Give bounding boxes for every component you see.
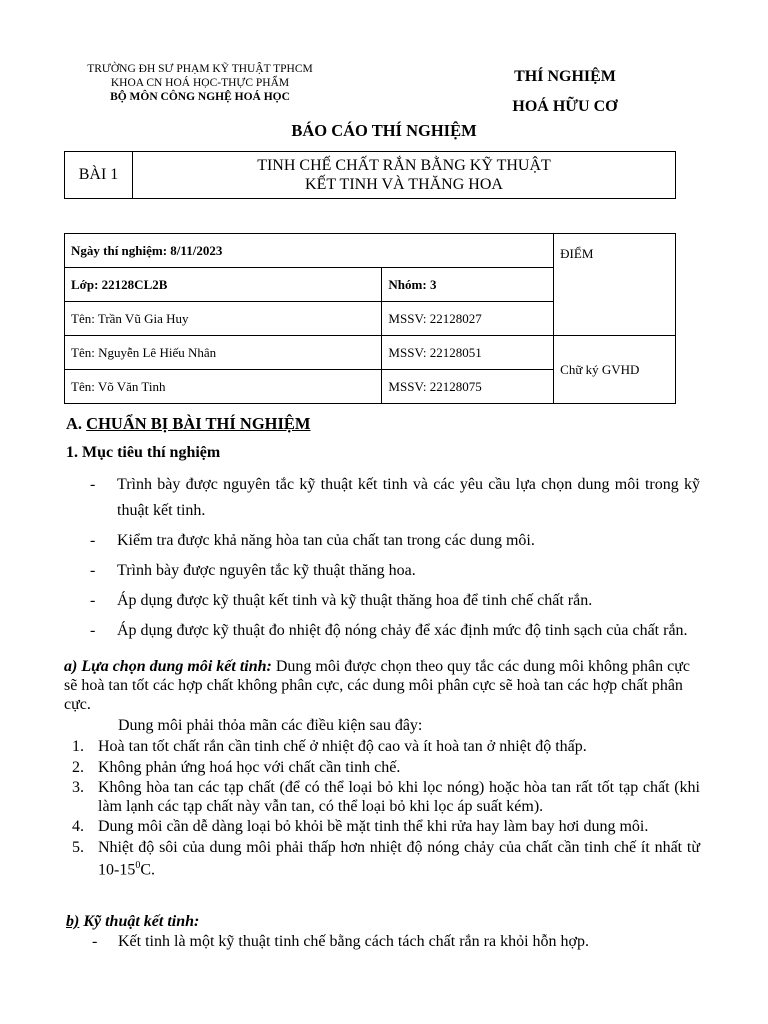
section-a-prefix: A. [66, 414, 87, 433]
list-item: - Trình bày được nguyên tắc kỹ thuật thăng hoa. [90, 562, 416, 579]
school-name: TRƯỜNG ĐH SƯ PHẠM KỸ THUẬT TPHCM [87, 63, 313, 75]
faculty-name: KHOA CN HOÁ HỌC-THỰC PHẨM [110, 77, 290, 89]
list-item: 1. Hoà tan tốt chất rắn cần tinh chế ở nhiệt độ cao và ít hoà tan ở nhiệt độ thấp. [72, 738, 587, 755]
course-header [480, 62, 650, 122]
list-item: - Áp dụng được kỹ thuật đo nhiệt độ nóng chảy để xác định mức độ tinh sạch của chất rắn. [90, 622, 688, 639]
crystallization-definition: Kết tinh là một kỹ thuật tinh chế bằng cách tách chất rắn ra khỏi hỗn hợp. [118, 933, 589, 950]
conditions-list [72, 738, 700, 882]
signature-cell: Chữ ký GVHD [554, 336, 676, 404]
list-item: - Kiểm tra được khả năng hòa tan của chất tan trong các dung môi. [90, 532, 535, 549]
student-name: Tên: Nguyễn Lê Hiếu Nhân [65, 336, 382, 370]
department-name: BỘ MÔN CÔNG NGHỆ HOÁ HỌC [110, 91, 290, 103]
lesson-box [64, 151, 676, 199]
list-item: 4. Dung môi cần dễ dàng loại bỏ khỏi bề mặt tinh thể khi rửa hay làm bay hơi dung môi. [72, 818, 649, 835]
list-item: - Trình bày được nguyên tắc kỹ thuật kết tinh và các yêu cầu lựa chọn dung môi trong kỹ thuật kết tinh. [90, 476, 700, 519]
section-a-title: CHUẨN BỊ BÀI THÍ NGHIỆM [86, 414, 311, 433]
list-item: 2. Không phản ứng hoá học với chất cần tinh chế. [72, 758, 401, 776]
crystallization-heading [66, 913, 199, 931]
section-a-heading [66, 414, 311, 434]
experiment-date: Ngày thí nghiệm: 8/11/2023 [65, 234, 554, 268]
solvent-selection-heading: a) Lựa chọn dung môi kết tinh: [64, 658, 272, 675]
degree-superscript: 0 [135, 860, 141, 871]
student-id: MSSV: 22128051 [382, 336, 554, 370]
score-cell: ĐIỂM [554, 234, 676, 336]
student-name: Tên: Trần Vũ Gia Huy [65, 302, 382, 336]
student-id: MSSV: 22128075 [382, 370, 554, 404]
solvent-selection-paragraph [64, 657, 700, 714]
course-line2: HOÁ HỮU CƠ [512, 98, 618, 115]
lesson-label: BÀI 1 [65, 152, 133, 198]
list-item: - Áp dụng được kỹ thuật kết tinh và kỹ thuật thăng hoa để tinh chế chất rắn. [90, 592, 593, 609]
info-table [64, 233, 676, 404]
student-id: MSSV: 22128027 [382, 302, 554, 336]
conditions-intro: Dung môi phải thỏa mãn các điều kiện sau đây: [118, 717, 423, 734]
objectives-list [90, 472, 700, 648]
student-name: Tên: Võ Văn Tinh [65, 370, 382, 404]
list-item: 5. Nhiệt độ sôi của dung môi phải thấp hơn nhiệt độ nóng chảy của chất cần tinh chế ít nhất từ $10-15^0C$. [72, 838, 700, 879]
list-item: - Kết tinh là một kỹ thuật tinh chế bằng cách tách chất rắn ra khỏi hỗn hợp. [92, 933, 589, 950]
part-b-title: Kỹ thuật kết tinh: [79, 913, 200, 930]
school-header [60, 62, 340, 104]
class-cell: Lớp: 22128CL2B [65, 268, 382, 302]
lesson-title-line1: TINH CHẾ CHẤT RẮN BẰNG KỸ THUẬT [257, 157, 551, 174]
objectives-heading: 1. Mục tiêu thí nghiệm [66, 444, 221, 461]
list-item: 3. Không hòa tan các tạp chất (để có thể loại bỏ khi lọc nóng) hoặc hòa tan rất tốt tạp chất (khi làm lạnh các tạp chất này vẫn tan, có thể loại bỏ khi lọc áp suất kém). [72, 779, 700, 815]
lesson-title [133, 152, 675, 198]
group-cell: Nhóm: 3 [382, 268, 554, 302]
lesson-title-line2: KẾT TINH VÀ THĂNG HOA [305, 176, 503, 193]
solvent-selection-text: Dung môi được chọn theo quy tắc các dung môi không phân cực sẽ hoà tan tốt các hợp chất không phân cực, các dung môi phân cực sẽ hoà tan các hợp chất phân cực. [64, 658, 690, 713]
course-line1: THÍ NGHIỆM [514, 68, 616, 85]
part-b-letter: b) [66, 913, 80, 930]
report-title: BÁO CÁO THÍ NGHIỆM [291, 121, 477, 140]
